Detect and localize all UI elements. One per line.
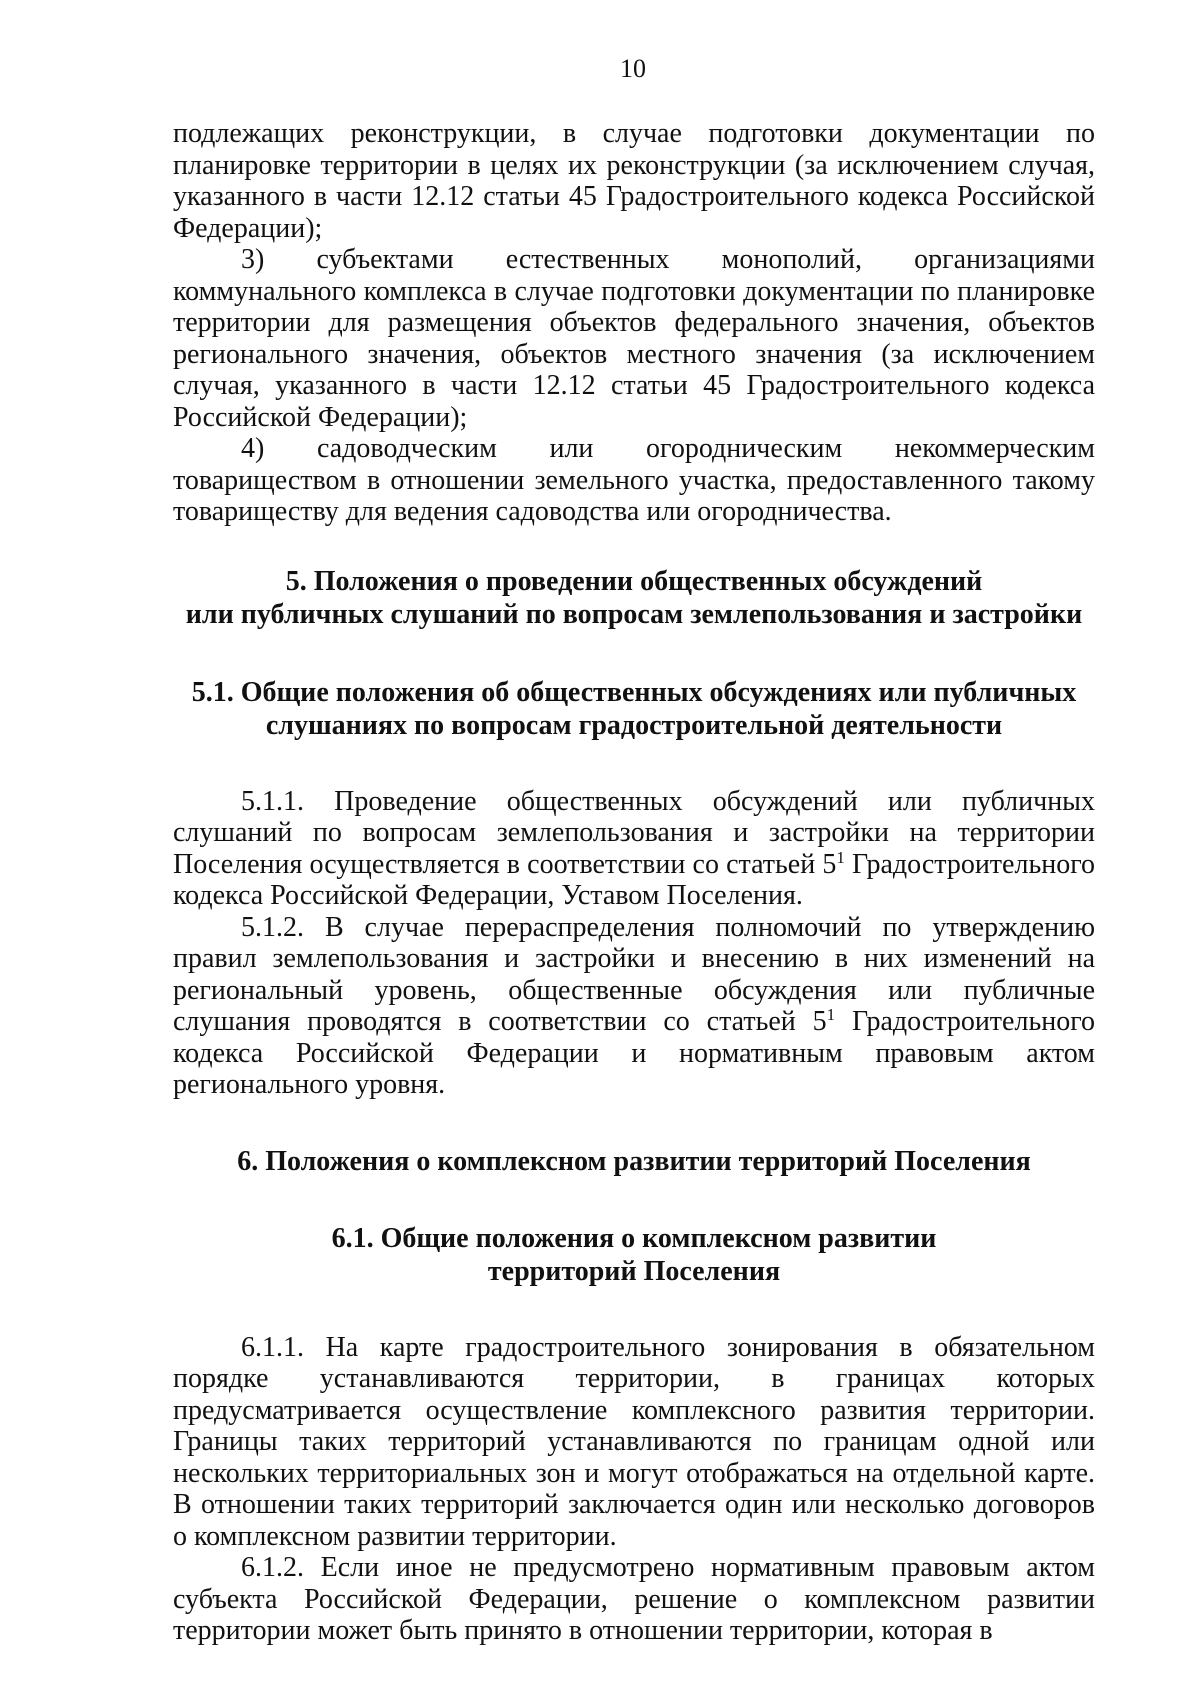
section-5-heading-line1: 5. Положения о проведении общественных обсуждений bbox=[285, 565, 983, 597]
section-6-1-heading bbox=[173, 1222, 1095, 1288]
paragraph-5-1-2-text-end: Градостроительного кодекса Российской Федерации и нормативным правовым актом регионального уровня. bbox=[173, 1006, 1095, 1100]
section-6-heading: 6. Положения о комплексном развитии территорий Поселения bbox=[237, 1145, 1031, 1177]
section-6-1-heading-line2: территорий Поселения bbox=[487, 1255, 781, 1287]
superscript: 1 bbox=[836, 847, 845, 867]
section-6-1-heading-line1: 6.1. Общие положения о комплексном развитии bbox=[331, 1222, 937, 1254]
section-5-1-heading-line1: 5.1. Общие положения об общественных обсуждениях или публичных bbox=[191, 676, 1077, 708]
section-5-1-heading bbox=[173, 676, 1095, 742]
section-5-heading-line2: или публичных слушаний по вопросам землепользования и застройки bbox=[185, 598, 1083, 630]
paragraph-intro: подлежащих реконструкции, в случае подготовки документации по планировке территории в целях их реконструкции (за исключением случая, указанного в части 12.12 статьи 45 Градостроительного кодекса Российской Федерации); bbox=[173, 118, 1095, 244]
paragraph-5-1-2-text: 5.1.2. В случае перераспределения полномочий по утверждению правил землепользования и застройки и внесению в них изменений на региональный уровень, общественные обсуждения или публичные слушания проводятся в соответствии со статьей 5 bbox=[173, 911, 1095, 1037]
section-5-heading bbox=[173, 565, 1095, 631]
paragraph-5-1-2 bbox=[173, 912, 1095, 1101]
paragraph-5-1-1-text: 5.1.1. Проведение общественных обсуждений или публичных слушаний по вопросам землепользования и застройки на территории Поселения осуществляется в соответствии со статьей 5 bbox=[173, 785, 1095, 880]
paragraph-6-1-1: 6.1.1. На карте градостроительного зонирования в обязательном порядке устанавливаются территории, в границах которых предусматривается осуществление комплексного развития территории. Границы таких территорий устанавливаются по границам одной или нескольких территориальных зон и могут отображаться на отдельной карте. В отношении таких территорий заключается один или несколько договоров о комплексном развитии территории. bbox=[173, 1331, 1095, 1552]
paragraph-6-1-2: 6.1.2. Если иное не предусмотрено нормативным правовым актом субъекта Российской Федерации, решение о комплексном развитии территории может быть принято в отношении территории, которая в bbox=[173, 1552, 1095, 1646]
page-number: 10 bbox=[620, 54, 646, 83]
list-item-3: 3) субъектами естественных монополий, организациями коммунального комплекса в случае подготовки документации по планировке территории для размещения объектов федерального значения, объектов регионального значения, объектов местного значения (за исключением случая, указанного в части 12.12 статьи 45 Градостроительного кодекса Российской Федерации); bbox=[173, 244, 1095, 433]
section-5-1-heading-line2: слушаниях по вопросам градостроительной деятельности bbox=[265, 709, 1003, 741]
list-item-4: 4) садоводческим или огородническим некоммерческим товариществом в отношении земельного участка, предоставленного такому товариществу для ведения садоводства или огородничества. bbox=[173, 433, 1095, 527]
paragraph-5-1-1-text-end: Градостроительного кодекса Российской Федерации, Уставом Поселения. bbox=[173, 848, 1095, 911]
superscript: 1 bbox=[826, 1005, 836, 1024]
document-body bbox=[173, 118, 1095, 1647]
paragraph-5-1-1 bbox=[173, 786, 1095, 912]
